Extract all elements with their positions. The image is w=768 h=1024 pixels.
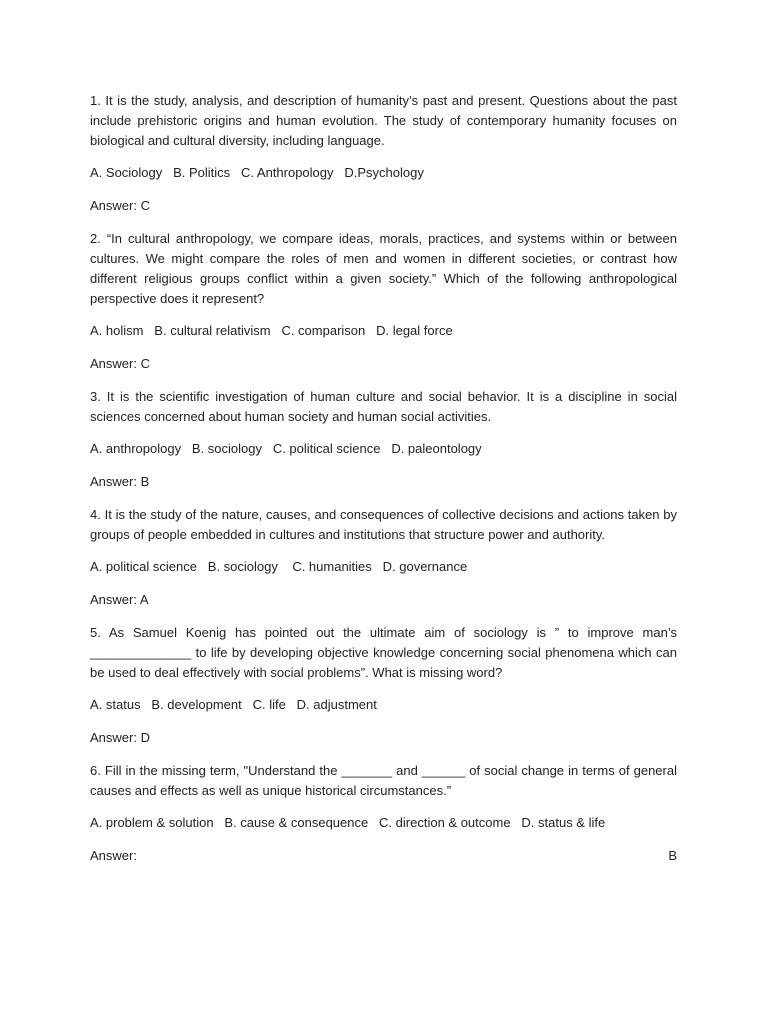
question-item: [90, 623, 677, 748]
answer-value: B: [668, 848, 677, 863]
answer-label: Answer: D: [90, 730, 150, 745]
question-item: [90, 761, 677, 866]
question-text: 1. It is the study, analysis, and description of humanity’s past and present. Questions about the past include prehistoric origins and human evolution. The study of contemporary humanity focuses on biological and cultural diversity, including language.: [90, 93, 677, 148]
question-item: [90, 387, 677, 492]
answer-line: [90, 196, 677, 216]
answer-label: Answer:: [90, 848, 137, 863]
question-text: 2. “In cultural anthropology, we compare ideas, morals, practices, and systems within or between cultures. We might compare the roles of men and women in different societies, or contrast how different religious groups conflict within a given society.” Which of the following anthropological perspective does it represent?: [90, 231, 677, 306]
question-text: 6. Fill in the missing term, "Understand the _______ and ______ of social change in terms of general causes and effects as well as unique historical circumstances.”: [90, 763, 677, 798]
answer-line: [90, 846, 677, 866]
question-options: A. status B. development C. life D. adjustment: [90, 697, 377, 712]
question-text: 5. As Samuel Koenig has pointed out the ultimate aim of sociology is ” to improve man’s ______________ to life by developing objective knowledge concerning social phenomena which can be used to deal effectively with social problems”. What is missing word?: [90, 625, 677, 680]
answer-label: Answer: C: [90, 356, 150, 371]
question-options: A. political science B. sociology C. humanities D. governance: [90, 559, 468, 574]
answer-label: Answer: B: [90, 474, 150, 489]
answer-label: Answer: A: [90, 592, 149, 607]
question-text: 4. It is the study of the nature, causes, and consequences of collective decisions and actions taken by groups of people embedded in cultures and institutions that structure power and authority.: [90, 507, 677, 542]
question-item: [90, 229, 677, 374]
question-options: A. holism B. cultural relativism C. comparison D. legal force: [90, 323, 453, 338]
question-options: A. anthropology B. sociology C. political science D. paleontology: [90, 441, 482, 456]
question-item: [90, 505, 677, 610]
question-text: 3. It is the scientific investigation of human culture and social behavior. It is a discipline in social sciences concerned about human society and human social activities.: [90, 389, 677, 424]
answer-line: [90, 728, 677, 748]
answer-line: [90, 590, 677, 610]
answer-line: [90, 472, 677, 492]
answer-label: Answer: C: [90, 198, 150, 213]
question-options: A. Sociology B. Politics C. Anthropology D.Psychology: [90, 165, 424, 180]
question-item: [90, 91, 677, 216]
document-page: [90, 91, 677, 866]
question-options: A. problem & solution B. cause & consequence C. direction & outcome D. status & life: [90, 815, 606, 830]
answer-line: [90, 354, 677, 374]
